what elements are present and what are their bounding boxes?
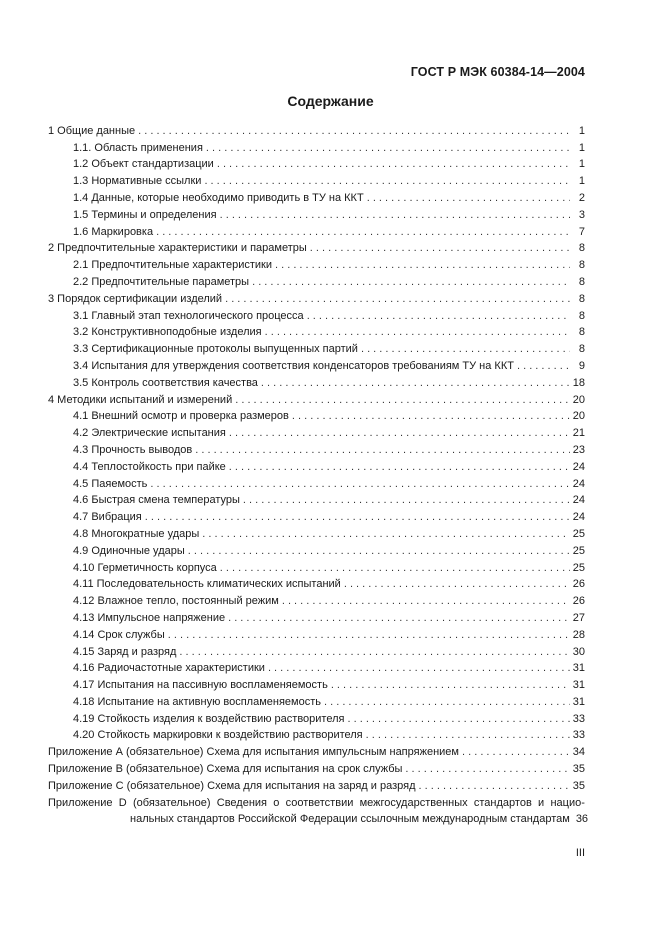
toc-entry-appendix-d-line2 [48, 809, 589, 826]
toc-entry-page: 21 [572, 427, 585, 440]
dot-leader [145, 511, 570, 523]
toc-entry [48, 658, 585, 675]
toc-entry [48, 154, 585, 171]
toc-word: (обязательное) [132, 796, 211, 809]
toc-entry [48, 708, 585, 725]
toc-entry-label: 1 Общие данные [48, 124, 136, 137]
toc-entry-page: 24 [572, 460, 585, 473]
toc-entry [48, 422, 585, 439]
toc-entry-label: 4 Методики испытаний и измерений [48, 393, 233, 406]
toc-entry-page: 33 [572, 712, 585, 725]
toc-entry-page: 8 [578, 326, 585, 339]
toc-entry-label: 1.2 Объект стандартизации [73, 158, 214, 171]
dot-leader [229, 461, 570, 473]
toc-entry-page: 1 [578, 158, 585, 171]
toc-entry [48, 674, 585, 691]
toc-entry-page: 24 [572, 511, 585, 524]
toc-entry-page: 24 [572, 494, 585, 507]
toc-entry-page: 20 [572, 393, 585, 406]
toc-entry-page: 31 [572, 662, 585, 675]
toc-entry-page: 25 [572, 544, 585, 557]
dot-leader [168, 629, 570, 641]
toc-entry-page: 23 [572, 443, 585, 456]
toc-entry-page: 1 [578, 141, 585, 154]
dot-leader [156, 226, 570, 238]
toc-entry-page: 1 [578, 175, 585, 188]
toc-entry [48, 473, 585, 490]
dot-leader [462, 746, 570, 758]
toc-entry-label: 2.2 Предпочтительные параметры [73, 275, 250, 288]
toc-entry-page: 31 [572, 679, 585, 692]
toc-entry [48, 271, 585, 288]
toc-entry-page: 35 [572, 763, 585, 776]
toc-entry-label: 4.13 Импульсное напряжение [73, 611, 226, 624]
toc-entry-page: 9 [578, 359, 585, 372]
toc-entry-page: 8 [578, 292, 585, 305]
toc-entry [48, 590, 585, 607]
toc-entry-label: 4.14 Срок службы [73, 628, 165, 641]
toc-entry [48, 338, 585, 355]
dot-leader [204, 175, 570, 187]
dot-leader [275, 259, 570, 271]
toc-entry-label: 4.3 Прочность выводов [73, 443, 193, 456]
toc-entry [48, 490, 585, 507]
dot-leader [307, 310, 570, 322]
dot-leader [310, 242, 570, 254]
dot-leader [268, 662, 570, 674]
toc-entry [48, 523, 585, 540]
dot-leader [419, 780, 570, 792]
toc-entry-label: 1.3 Нормативные ссылки [73, 175, 202, 188]
toc-entry-page: 31 [572, 695, 585, 708]
toc-entry-label: 4.4 Теплостойкость при пайке [73, 460, 226, 473]
toc-entry-page: 8 [578, 275, 585, 288]
toc-entry-label: 4.12 Влажное тепло, постоянный режим [73, 595, 279, 608]
dot-leader [150, 478, 569, 490]
dot-leader [217, 158, 570, 170]
toc-entry-page: 7 [578, 225, 585, 238]
toc-entry-label: 2 Предпочтительные характеристики и параметры [48, 242, 307, 255]
toc-entry-page: 20 [572, 410, 585, 423]
page-title: Содержание [287, 93, 374, 109]
toc-entry-label: 4.7 Вибрация [73, 511, 142, 524]
toc-word: стандартов [473, 796, 532, 809]
toc-entry-page: 1 [578, 124, 585, 137]
toc-entry-page: 26 [572, 578, 585, 591]
toc-entry-label: 4.6 Быстрая смена температуры [73, 494, 240, 507]
dot-leader [344, 578, 570, 590]
toc-entry-label: 4.10 Герметичность корпуса [73, 561, 217, 574]
toc-entry-page: 27 [572, 611, 585, 624]
toc-entry [48, 557, 585, 574]
dot-leader [229, 427, 570, 439]
toc-entry-page: 35 [572, 779, 585, 792]
toc-entry [48, 574, 585, 591]
toc-entry-label: 1.5 Термины и определения [73, 208, 217, 221]
dot-leader [282, 595, 570, 607]
toc-entry-label: 4.11 Последовательность климатических испытаний [73, 578, 341, 591]
toc-entry [48, 506, 585, 523]
toc-entry [48, 254, 585, 271]
toc-entry [48, 137, 585, 154]
dot-leader [228, 612, 570, 624]
toc-entry-label: 4.8 Многократные удары [73, 527, 200, 540]
dot-leader [265, 326, 570, 338]
toc-entry [48, 389, 585, 406]
toc-entry-label: 4.15 Заряд и разряд [73, 645, 177, 658]
toc-entry-page: 25 [572, 561, 585, 574]
toc-entry [48, 725, 585, 742]
toc-word: Сведения [216, 796, 268, 809]
toc-entry [48, 170, 585, 187]
toc-entry-label: 3 Порядок сертификации изделий [48, 292, 223, 305]
toc-entry-page: 36 [575, 813, 589, 826]
toc-entry-page: 8 [578, 259, 585, 272]
toc-entry-label: 4.1 Внешний осмотр и проверка размеров [73, 410, 289, 423]
toc-entry-page: 18 [572, 376, 585, 389]
toc-entry [48, 372, 585, 389]
dot-leader [361, 343, 570, 355]
toc-entry-label: 3.1 Главный этап технологического процесса [73, 309, 304, 322]
toc-word: нацио- [550, 796, 585, 809]
toc-entry-label: 4.20 Стойкость маркировки к воздействию растворителя [73, 729, 363, 742]
toc-entry [48, 758, 585, 775]
toc-entry [48, 221, 585, 238]
toc-entry [48, 187, 585, 204]
toc-entry-label: 3.5 Контроль соответствия качества [73, 376, 258, 389]
toc-entry [48, 741, 585, 758]
toc-entry-label: Приложение С (обязательное) Схема для испытания на заряд и разряд [48, 779, 416, 792]
toc-entry-label: 4.2 Электрические испытания [73, 427, 226, 440]
toc-entry-page: 34 [572, 746, 585, 759]
toc-entry-label: 4.17 Испытания на пассивную воспламеняемость [73, 679, 328, 692]
dot-leader [188, 545, 570, 557]
page-number: III [575, 847, 585, 859]
toc-entry [48, 607, 585, 624]
toc-entry-page: 26 [572, 595, 585, 608]
toc-entry [48, 322, 585, 339]
dot-leader [261, 377, 570, 389]
dot-leader [252, 276, 570, 288]
toc-entry [48, 641, 585, 658]
toc-entry [48, 540, 585, 557]
toc-entry [48, 355, 585, 372]
toc-entry [48, 120, 585, 137]
toc-entry-label: 3.4 Испытания для утверждения соответствия конденсаторов требованиям ТУ на ККТ [73, 359, 514, 372]
toc-entry-label: Приложение А (обязательное) Схема для испытания импульсным напряжением [48, 746, 459, 759]
toc-word: межгосударственных [359, 796, 468, 809]
toc-entry-label: 1.1. Область применения [73, 141, 203, 154]
toc-entry-label: 1.6 Маркировка [73, 225, 154, 238]
toc-entry-page: 24 [572, 477, 585, 490]
toc-entry [48, 456, 585, 473]
toc-entry-page: 8 [578, 343, 585, 356]
toc-entry-page: 25 [572, 527, 585, 540]
dot-leader [195, 444, 570, 456]
toc-entry [48, 406, 585, 423]
toc-entry [48, 204, 585, 221]
dot-leader [202, 528, 569, 540]
toc-entry-page: 3 [578, 208, 585, 221]
toc-entry-appendix-d-line1 [48, 792, 585, 809]
dot-leader [225, 293, 570, 305]
dot-leader [243, 494, 570, 506]
toc-entry-label: 2.1 Предпочтительные характеристики [73, 259, 272, 272]
dot-leader [405, 763, 569, 775]
toc-entry-label: Приложение В (обязательное) Схема для испытания на срок службы [48, 763, 403, 776]
dot-leader [220, 562, 570, 574]
toc-entry-page: 30 [572, 645, 585, 658]
toc-entry-label: 4.18 Испытание на активную воспламеняемость [73, 695, 321, 708]
toc-entry [48, 305, 585, 322]
toc-entry-label: 4.16 Радиочастотные характеристики [73, 662, 265, 675]
toc-entry [48, 624, 585, 641]
dot-leader [517, 360, 570, 372]
table-of-contents [48, 120, 589, 826]
dot-leader [220, 209, 570, 221]
toc-entry-page: 33 [572, 729, 585, 742]
toc-entry-page: 28 [572, 628, 585, 641]
toc-entry-page: 8 [578, 309, 585, 322]
toc-entry-label: нальных стандартов Российской Федерации ссылочным международным стандартам [130, 813, 570, 826]
dot-leader [347, 713, 569, 725]
toc-word: D [118, 796, 127, 809]
toc-entry-label: 4.5 Паяемость [73, 477, 148, 490]
dot-leader [179, 646, 569, 658]
toc-entry-label: 1.4 Данные, которые необходимо приводить в ТУ на ККТ [73, 191, 364, 204]
dot-leader [206, 142, 570, 154]
dot-leader [292, 410, 570, 422]
toc-word: и [538, 796, 545, 809]
dot-leader [331, 679, 570, 691]
dot-leader [235, 394, 570, 406]
toc-word: о [273, 796, 280, 809]
toc-entry-label: 3.2 Конструктивноподобные изделия [73, 326, 262, 339]
toc-word: Приложение [48, 796, 113, 809]
toc-word: соответствии [285, 796, 354, 809]
toc-entry-label: 4.19 Стойкость изделия к воздействию растворителя [73, 712, 345, 725]
toc-entry [48, 439, 585, 456]
toc-entry-page: 2 [578, 191, 585, 204]
toc-entry-label: 4.9 Одиночные удары [73, 544, 185, 557]
toc-entry-label: 3.3 Сертификационные протоколы выпущенных партий [73, 343, 358, 356]
dot-leader [367, 192, 570, 204]
toc-entry-page: 8 [578, 242, 585, 255]
toc-entry [48, 775, 585, 792]
toc-entry [48, 238, 585, 255]
dot-leader [324, 696, 570, 708]
toc-entry [48, 691, 585, 708]
dot-leader [366, 729, 570, 741]
document-code: ГОСТ Р МЭК 60384-14—2004 [410, 65, 585, 79]
dot-leader [138, 125, 570, 137]
toc-entry [48, 288, 585, 305]
